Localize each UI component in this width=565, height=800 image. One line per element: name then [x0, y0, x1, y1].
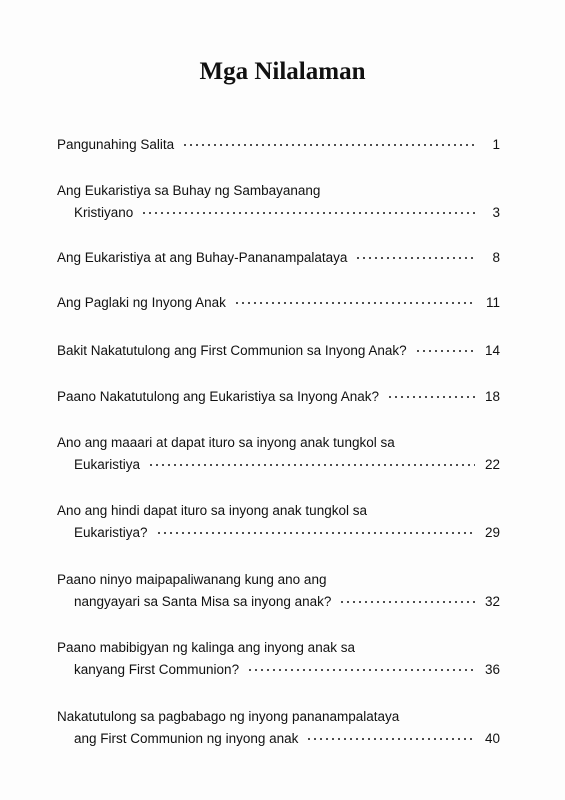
toc-entry-title: Ano ang hindi dapat ituro sa inyong anak tungkol sa — [57, 503, 367, 518]
dot-leader — [247, 669, 475, 671]
toc-entry-title: Ang Eukaristiya sa Buhay ng Sambayanang — [57, 183, 321, 198]
toc-entry-line — [57, 728, 500, 750]
toc-entry-line — [57, 591, 500, 613]
toc-entry-line — [57, 569, 500, 591]
toc-entry-title: Paano ninyo maipapaliwanang kung ano ang — [57, 572, 327, 587]
toc-entry-title: nangyayari sa Santa Misa sa inyong anak? — [74, 594, 332, 609]
toc-entry-line — [57, 432, 500, 454]
toc-entry-line — [57, 522, 500, 544]
toc-entry-line — [57, 637, 500, 659]
dot-leader — [387, 396, 475, 398]
toc-entry[interactable] — [57, 340, 500, 362]
dot-leader — [339, 601, 475, 603]
toc-entry[interactable] — [57, 180, 500, 224]
toc-page-number: 32 — [484, 594, 500, 609]
toc-page-number: 40 — [484, 731, 500, 746]
toc-entry-line — [57, 134, 500, 156]
toc-page-number: 1 — [492, 137, 500, 152]
toc-page-number: 22 — [484, 457, 500, 472]
dot-leader — [234, 302, 476, 304]
toc-entry[interactable] — [57, 386, 500, 408]
toc-entry-line — [57, 659, 500, 681]
toc-entry-title: Paano mabibigyan ng kalinga ang inyong anak sa — [57, 640, 355, 655]
toc-entry-line — [57, 454, 500, 476]
toc-entry-title: Ang Eukaristiya at ang Buhay-Pananampalataya — [57, 250, 348, 265]
toc-entry[interactable] — [57, 500, 500, 544]
toc-entry-title: Bakit Nakatutulong ang First Communion sa Inyong Anak? — [57, 343, 407, 358]
dot-leader — [141, 212, 476, 214]
toc-entry-line — [57, 386, 500, 408]
toc-entry[interactable] — [57, 247, 500, 269]
toc-entry[interactable] — [57, 569, 500, 613]
toc-entry-title: Paano Nakatutulong ang Eukaristiya sa Inyong Anak? — [57, 389, 379, 404]
toc-entry-line — [57, 292, 500, 314]
toc-page-number: 11 — [485, 295, 500, 310]
toc-entry-title: Ang Paglaki ng Inyong Anak — [57, 295, 226, 310]
toc-entry[interactable] — [57, 432, 500, 476]
toc-entry-title: Eukaristiya — [74, 457, 141, 472]
toc-entry-title: kanyang First Communion? — [74, 662, 240, 677]
toc-page-number: 3 — [492, 205, 500, 220]
toc-entry-line — [57, 180, 500, 202]
toc-entry-line — [57, 500, 500, 522]
toc-entry[interactable] — [57, 134, 500, 156]
toc-page-number: 36 — [484, 662, 500, 677]
toc-entry-line — [57, 706, 500, 728]
toc-entry[interactable] — [57, 637, 500, 681]
toc-page-number: 14 — [484, 343, 500, 358]
toc-page-number: 18 — [484, 389, 500, 404]
dot-leader — [306, 738, 475, 740]
dot-leader — [148, 464, 475, 466]
toc-entry-line — [57, 202, 500, 224]
toc-entry[interactable] — [57, 292, 500, 314]
dot-leader — [415, 350, 475, 352]
toc-entry-title: Pangunahing Salita — [57, 137, 175, 152]
toc-page-number: 8 — [492, 250, 500, 265]
dot-leader — [156, 532, 475, 534]
toc-entry[interactable] — [57, 706, 500, 750]
toc-page-number: 29 — [484, 525, 500, 540]
toc-entry-title: Kristiyano — [74, 205, 134, 220]
page-title: Mga Nilalaman — [199, 58, 366, 85]
dot-leader — [355, 257, 476, 259]
toc-entry-title: Eukaristiya? — [74, 525, 148, 540]
toc-entry-title: Ano ang maaari at dapat ituro sa inyong anak tungkol sa — [57, 435, 395, 450]
toc-entry-title: ang First Communion ng inyong anak — [74, 731, 299, 746]
toc-entry-title: Nakatutulong sa pagbabago ng inyong pananampalataya — [57, 709, 400, 724]
toc-entry-line — [57, 340, 500, 362]
toc-entry-line — [57, 247, 500, 269]
dot-leader — [182, 144, 476, 146]
